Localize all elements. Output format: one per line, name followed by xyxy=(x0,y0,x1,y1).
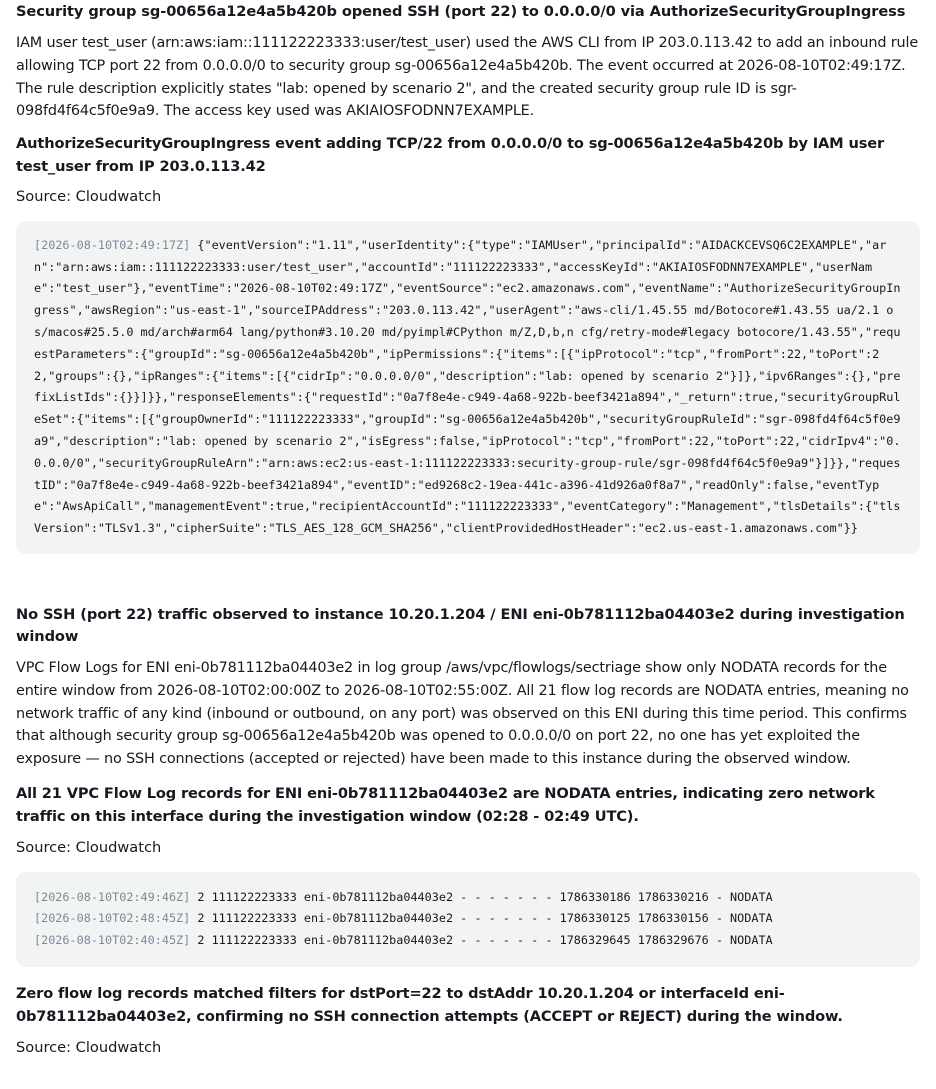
log-message: 2 111122223333 eni-0b781112ba04403e2 - - - - - - - 1786330186 1786330216 - NODATA xyxy=(197,889,773,904)
log-timestamp: [2026-08-10T02:49:17Z] xyxy=(34,237,191,252)
log-line xyxy=(34,908,902,930)
log-block xyxy=(16,221,920,554)
finding-title: Security group sg-00656a12e4a5b420b opened SSH (port 22) to 0.0.0.0/0 via AuthorizeSecurityGroupIngress xyxy=(16,3,906,20)
log-block xyxy=(16,872,920,967)
evidence-summary: Zero flow log records matched filters for dstPort=22 to dstAddr 10.20.1.204 or interfaceId eni-0b781112ba04403e2, confirming no SSH connection attempts (ACCEPT or REJECT) during the window. xyxy=(16,984,843,1025)
log-message: 2 111122223333 eni-0b781112ba04403e2 - - - - - - - 1786329645 1786329676 - NODATA xyxy=(197,933,773,948)
log-timestamp: [2026-08-10T02:40:45Z] xyxy=(34,933,191,948)
evidence-summary: All 21 VPC Flow Log records for ENI eni-0b781112ba04403e2 are NODATA entries, indicating zero network traffic on this interface during the investigation window (02:28 - 02:49 UTC). xyxy=(16,784,875,825)
finding-description: VPC Flow Logs for ENI eni-0b781112ba04403e2 in log group /aws/vpc/flowlogs/sectriage show only NODATA records for the entire window from 2026-08-10T02:00:00Z to 2026-08-10T02:55:00Z. All 21 flow log records are NODATA entries, meaning no network traffic of any kind (inbound or outbound, on any port) was observed on this ENI during this time period. This confirms that although security group sg-00656a12e4a5b420b was opened to 0.0.0.0/0 on port 22, no one has yet exploited the exposure — no SSH connections (accepted or rejected) have been made to this instance during the observed window. xyxy=(16,659,909,768)
log-message: 2 111122223333 eni-0b781112ba04403e2 - - - - - - - 1786330125 1786330156 - NODATA xyxy=(197,911,773,926)
log-message: {"eventVersion":"1.11","userIdentity":{"type":"IAMUser","principalId":"AIDACKCEVSQ6C2EXAMPLE","arn":"arn:aws:iam::111122223333:user/test_user","accountId":"111122223333","accessKeyId":"AKIAIOSFODNN7EXAMPLE","userName":"test_user"},"eventTime":"2026-08-10T02:49:17Z","eventSource":"ec2.amazonaws.com","eventName":"AuthorizeSecurityGroupIngress","awsRegion":"us-east-1","sourceIPAddress":"203.0.113.42","userAgent":"aws-cli/1.45.55 md/Botocore#1.43.55 ua/2.1 os/macos#25.5.0 md/arch#arm64 lang/python#3.10.20 md/pyimpl#CPython m/Z,D,b,n cfg/retry-mode#legacy botocore/1.43.55","requestParameters":{"groupId":"sg-00656a12e4a5b420b","ipPermissions":{"items":[{"ipProtocol":"tcp","fromPort":22,"toPort":22,"groups":{},"ipRanges":{"items":[{"cidrIp":"0.0.0.0/0","description":"lab: opened by scenario 2"}]},"ipv6Ranges":{},"prefixListIds":{}}]}},"responseElements":{"requestId":"0a7f8e4e-c949-4a68-922b-beef3421a894","_return":true,"securityGroupRuleSet":{"items":[{"groupOwnerId":"111122223333","groupId":"sg-00656a12e4a5b420b","securityGroupRuleId":"sgr-098fd4f64c5f0e9a9","description":"lab: opened by scenario 2","isEgress":false,"ipProtocol":"tcp","fromPort":22,"toPort":22,"cidrIpv4":"0.0.0.0/0","securityGroupRuleArn":"arn:aws:ec2:us-east-1:111122223333:security-group-rule/sgr-098fd4f64c5f0e9a9"}]}},"requestID":"0a7f8e4e-c949-4a68-922b-beef3421a894","eventID":"ed9268c2-19ea-441c-a396-41d926a0f8a7","readOnly":false,"eventType":"AwsApiCall","managementEvent":true,"recipientAccountId":"111122223333","eventCategory":"Management","tlsDetails":{"tlsVersion":"TLSv1.3","cipherSuite":"TLS_AES_128_GCM_SHA256","clientProvidedHostHeader":"ec2.us-east-1.amazonaws.com"}} xyxy=(34,237,901,536)
evidence-source: Source: Cloudwatch xyxy=(16,838,162,856)
log-timestamp: [2026-08-10T02:48:45Z] xyxy=(34,911,191,926)
finding-title: No SSH (port 22) traffic observed to instance 10.20.1.204 / ENI eni-0b781112ba04403e2 during investigation window xyxy=(16,605,905,645)
log-line xyxy=(34,887,902,909)
evidence-source: Source: Cloudwatch xyxy=(16,1038,162,1056)
finding-description: IAM user test_user (arn:aws:iam::111122223333:user/test_user) used the AWS CLI from IP 203.0.113.42 to add an inbound rule allowing TCP port 22 from 0.0.0.0/0 to security group sg-00656a12e4a5b420b. The event occurred at 2026-08-10T02:49:17Z. The rule description explicitly states "lab: opened by scenario 2", and the created security group rule ID is sgr-098fd4f64c5f0e9a9. The access key used was AKIAIOSFODNN7EXAMPLE. xyxy=(16,35,919,120)
finding-card xyxy=(16,0,920,554)
evidence-summary: AuthorizeSecurityGroupIngress event adding TCP/22 from 0.0.0.0/0 to sg-00656a12e4a5b420b by IAM user test_user from IP 203.0.113.42 xyxy=(16,135,885,175)
log-line xyxy=(34,235,902,540)
evidence-source: Source: Cloudwatch xyxy=(16,187,162,205)
log-timestamp: [2026-08-10T02:49:46Z] xyxy=(34,889,191,904)
finding-card xyxy=(16,604,920,1058)
log-line xyxy=(34,930,902,952)
